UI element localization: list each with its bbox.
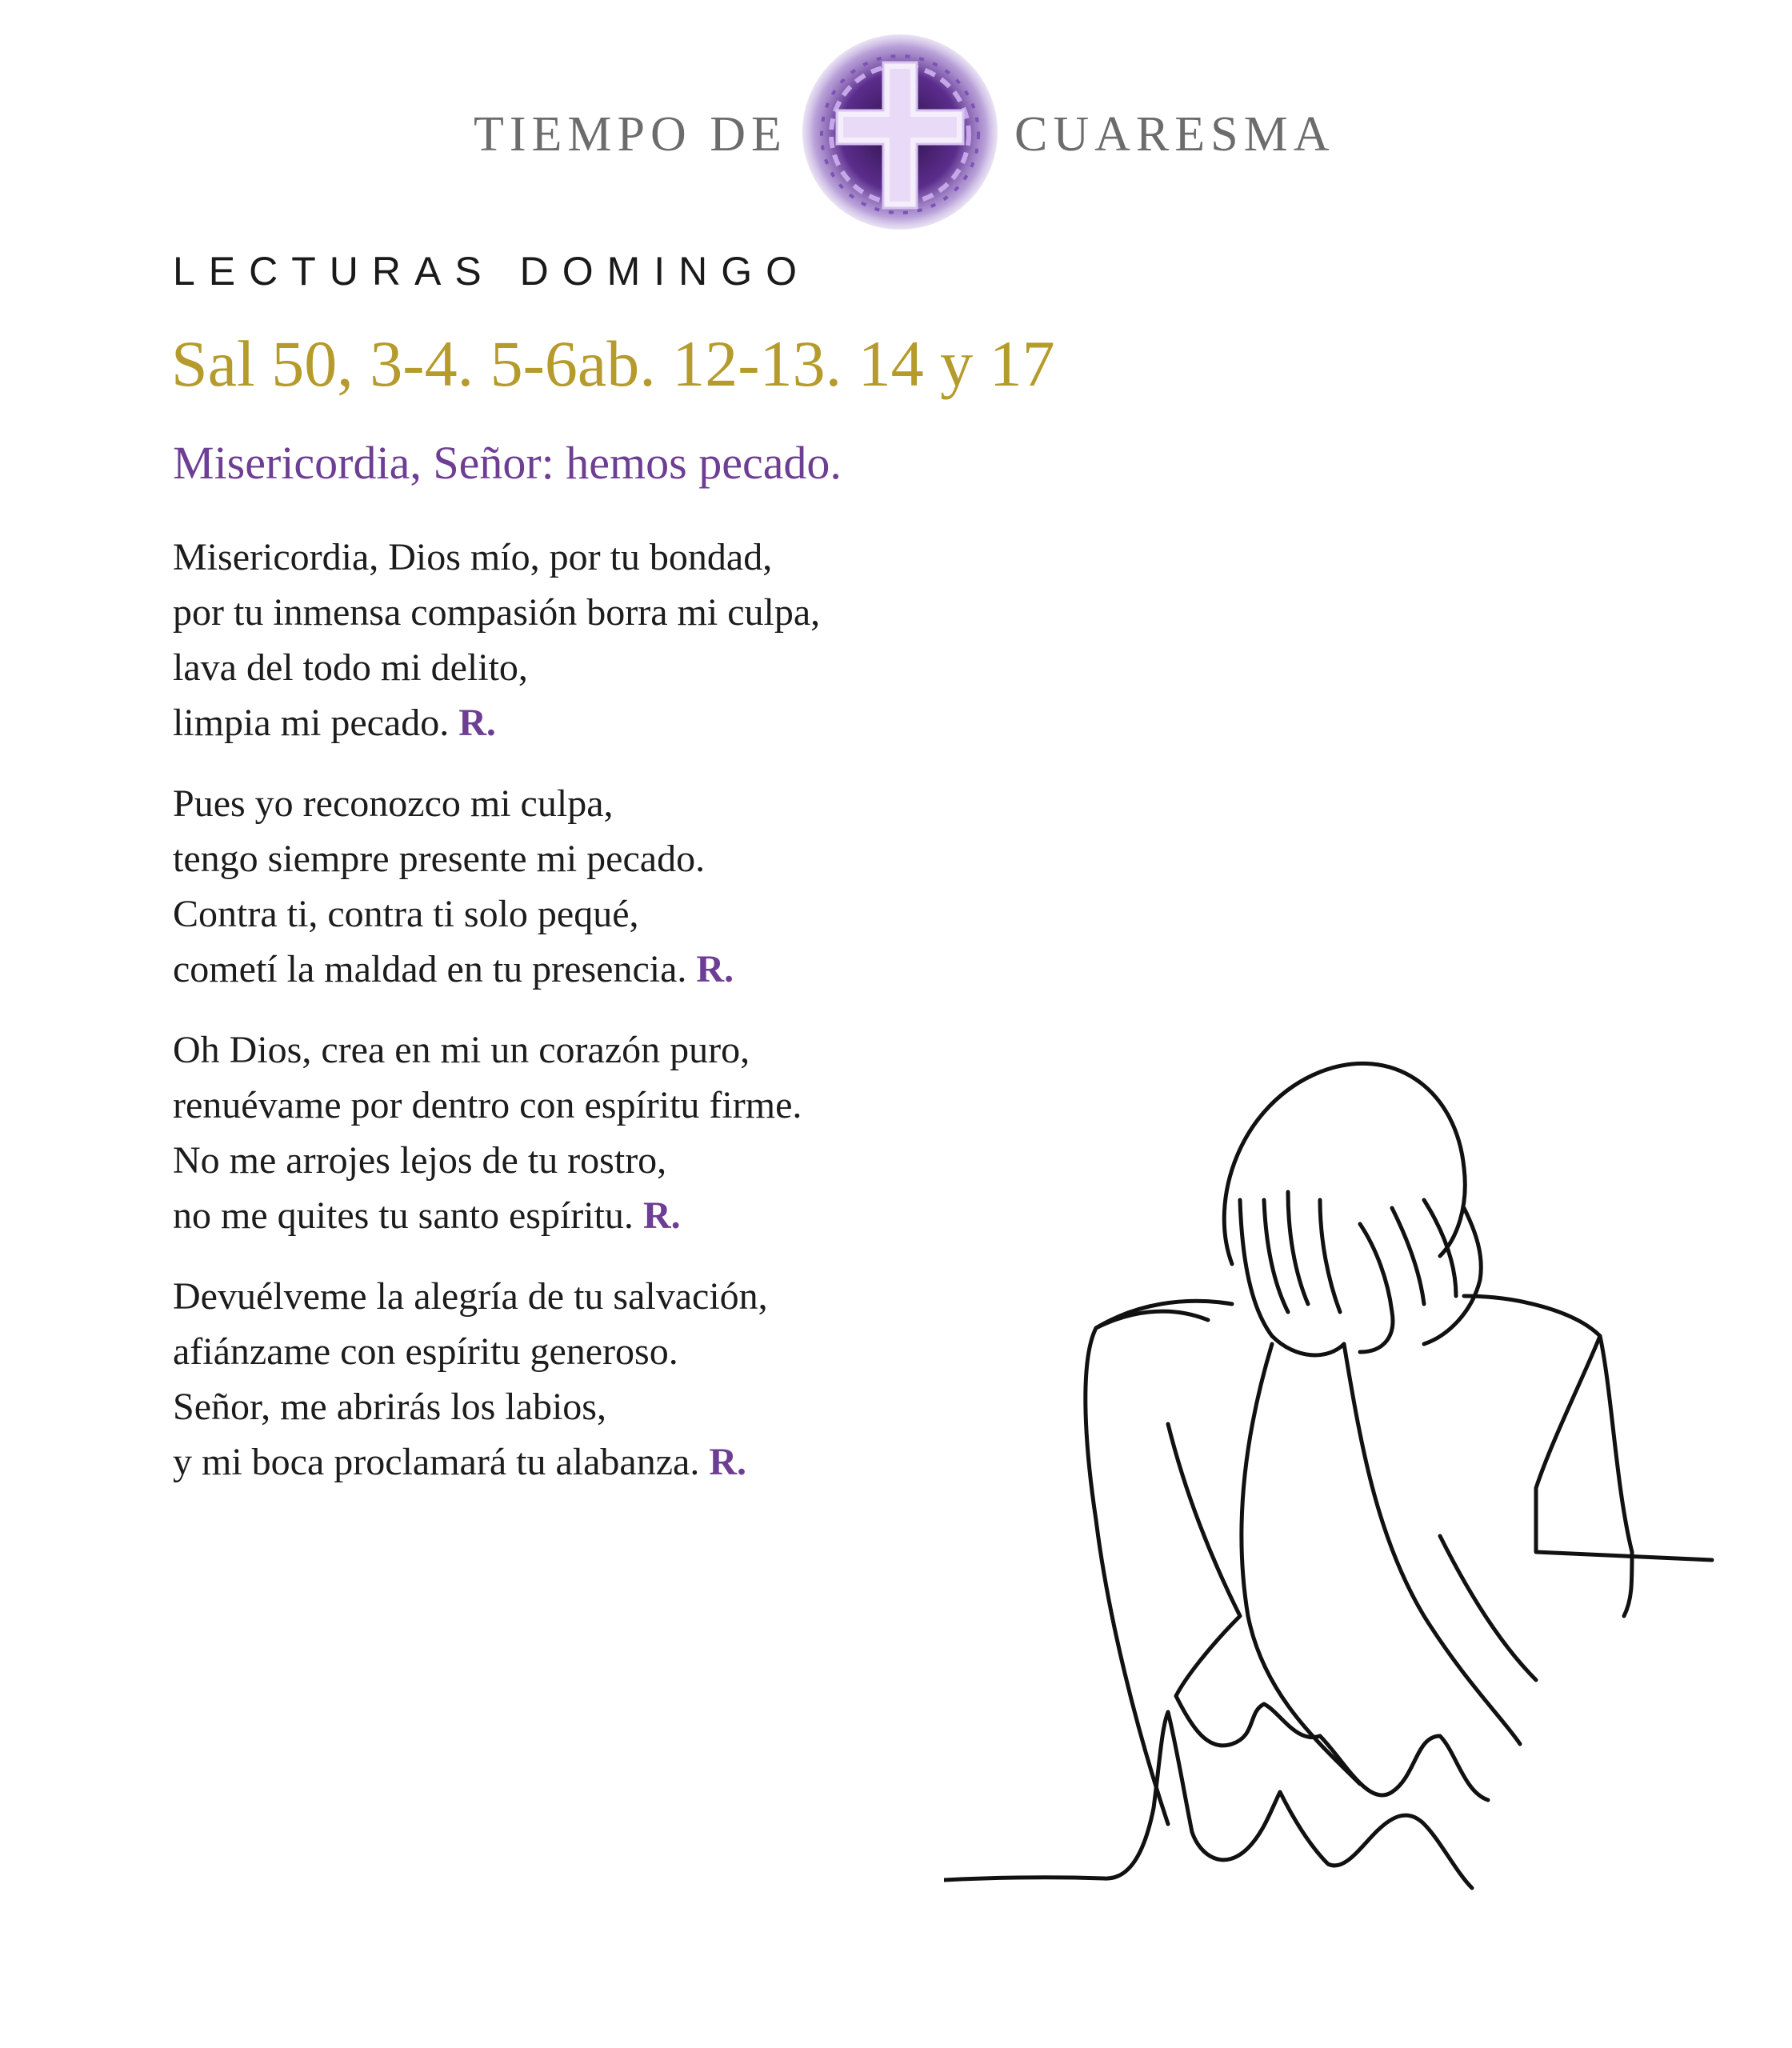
verse-text: cometí la maldad en tu presencia. xyxy=(173,948,687,990)
refrain-mark: R. xyxy=(696,948,734,990)
stanza xyxy=(173,530,973,750)
verse-text: y mi boca proclamará tu alabanza. xyxy=(173,1441,700,1483)
section-label: LECTURAS DOMINGO xyxy=(173,249,811,294)
cross-wreath-icon xyxy=(800,32,1000,232)
verse-line-last xyxy=(173,942,973,997)
verse-line: Oh Dios, crea en mi un corazón puro, xyxy=(173,1029,750,1071)
verse-text: limpia mi pecado. xyxy=(173,702,450,744)
verse-line: por tu inmensa compasión borra mi culpa, xyxy=(173,591,821,634)
verse-line: Señor, me abrirás los labios, xyxy=(173,1386,606,1428)
verse-line: lava del todo mi delito, xyxy=(173,646,528,689)
verse-line-last xyxy=(173,1188,973,1243)
verse-line: tengo siempre presente mi pecado. xyxy=(173,838,706,880)
stanza xyxy=(173,1269,973,1490)
psalm-stanzas xyxy=(173,530,973,1515)
header-title-right: CUARESMA xyxy=(1014,107,1335,162)
refrain-mark: R. xyxy=(458,702,496,744)
page-header xyxy=(0,0,1792,240)
verse-line: afiánzame con espíritu generoso. xyxy=(173,1330,678,1373)
verse-line: No me arrojes lejos de tu rostro, xyxy=(173,1139,667,1182)
verse-line: renuévame por dentro con espíritu firme. xyxy=(173,1084,802,1126)
stanza xyxy=(173,1022,973,1243)
verse-text: no me quites tu santo espíritu. xyxy=(173,1194,634,1237)
verse-line-last xyxy=(173,1434,973,1490)
refrain-mark: R. xyxy=(709,1441,747,1483)
verse-line: Pues yo reconozco mi culpa, xyxy=(173,782,614,825)
psalm-response: Misericordia, Señor: hemos pecado. xyxy=(173,437,842,489)
verse-line: Misericordia, Dios mío, por tu bondad, xyxy=(173,536,773,578)
verse-line: Contra ti, contra ti solo pequé, xyxy=(173,893,639,935)
praying-person-illustration xyxy=(944,1040,1728,1936)
psalm-reference: Sal 50, 3-4. 5-6ab. 12-13. 14 y 17 xyxy=(171,327,1055,400)
stanza xyxy=(173,776,973,997)
header-title-left: TIEMPO DE xyxy=(474,107,787,162)
verse-line: Devuélveme la alegría de tu salvación, xyxy=(173,1275,768,1318)
verse-line-last xyxy=(173,695,973,750)
refrain-mark: R. xyxy=(642,1194,681,1237)
